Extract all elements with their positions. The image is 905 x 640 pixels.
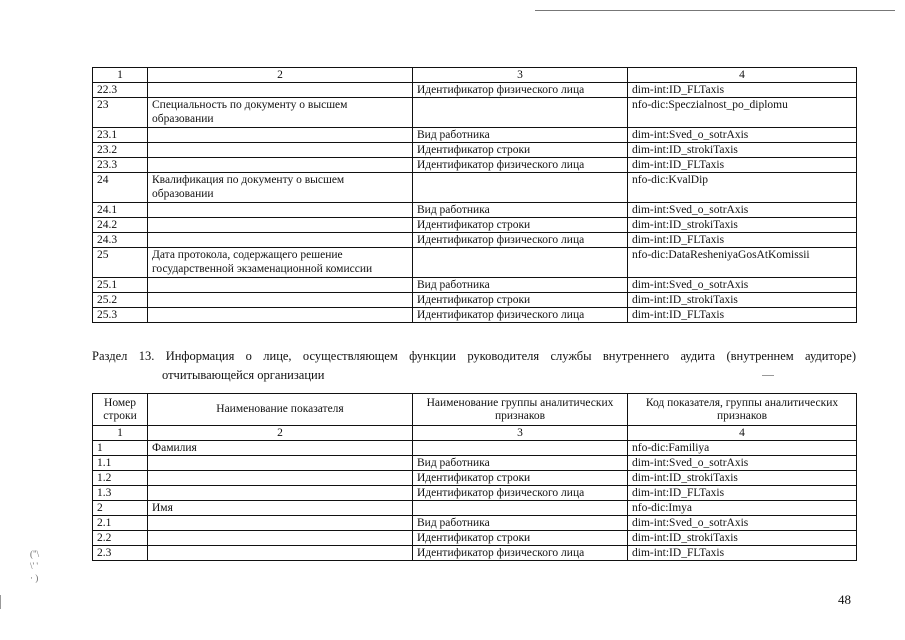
table-cell xyxy=(148,158,413,173)
table-row xyxy=(93,248,857,278)
table-cell: Вид работника xyxy=(413,203,628,218)
table-cell: 23.3 xyxy=(93,158,148,173)
table2-header-cell: 2 xyxy=(148,426,413,441)
table-cell: 23 xyxy=(93,98,148,128)
table-row xyxy=(93,128,857,143)
table-cell: Идентификатор физического лица xyxy=(413,158,628,173)
table-cell: dim-int:Sved_o_sotrAxis xyxy=(628,278,857,293)
section-title: Раздел 13. Информация о лице, осуществляющем функции руководителя службы внутреннего аудита (внутреннем аудиторе) xyxy=(92,349,856,363)
table-cell: Идентификатор физического лица xyxy=(413,233,628,248)
table-cell: 23.2 xyxy=(93,143,148,158)
table-cell xyxy=(148,531,413,546)
table-cell: Идентификатор строки xyxy=(413,293,628,308)
table-row xyxy=(93,501,857,516)
margin-dash xyxy=(762,375,774,376)
table1-header-cell: 4 xyxy=(628,68,857,83)
table-cell: dim-int:Sved_o_sotrAxis xyxy=(628,203,857,218)
table2-header-cell: 1 xyxy=(93,426,148,441)
table-cell: Вид работника xyxy=(413,456,628,471)
table-cell: dim-int:ID_FLTaxis xyxy=(628,158,857,173)
table-cell: 2 xyxy=(93,501,148,516)
table-cell xyxy=(148,83,413,98)
table-cell xyxy=(413,173,628,203)
table-cell: Специальность по документу о высшем образовании xyxy=(148,98,413,128)
table-cell xyxy=(148,293,413,308)
table-cell: 25.3 xyxy=(93,308,148,323)
table-cell: nfo-dic:Familiya xyxy=(628,441,857,456)
column-title-row-number: Номер строки xyxy=(93,394,148,426)
table-cell: 24.3 xyxy=(93,233,148,248)
table-cell: 25 xyxy=(93,248,148,278)
table-cell: 22.3 xyxy=(93,83,148,98)
table2-body xyxy=(93,394,857,561)
table-cell: dim-int:Sved_o_sotrAxis xyxy=(628,456,857,471)
table-cell xyxy=(148,308,413,323)
table-cell: Идентификатор строки xyxy=(413,471,628,486)
table-cell: dim-int:ID_strokiTaxis xyxy=(628,471,857,486)
table-cell xyxy=(148,278,413,293)
table-indicators-part xyxy=(92,67,857,323)
table-cell: Вид работника xyxy=(413,128,628,143)
table-cell: Фамилия xyxy=(148,441,413,456)
table-cell: 25.1 xyxy=(93,278,148,293)
table-cell: dim-int:ID_strokiTaxis xyxy=(628,143,857,158)
table-cell xyxy=(148,218,413,233)
table-row xyxy=(93,293,857,308)
table2-header-cell: 3 xyxy=(413,426,628,441)
table1-header-cell: 2 xyxy=(148,68,413,83)
page-number: 48 xyxy=(838,592,851,607)
table-row xyxy=(93,143,857,158)
top-rule xyxy=(535,10,895,11)
table-cell: Идентификатор физического лица xyxy=(413,83,628,98)
table-cell: Идентификатор строки xyxy=(413,531,628,546)
table-cell: Идентификатор физического лица xyxy=(413,308,628,323)
table2-title-row xyxy=(93,394,857,426)
table-cell xyxy=(148,233,413,248)
column-title-indicator-name: Наименование показателя xyxy=(148,394,413,426)
table-row xyxy=(93,471,857,486)
table1-header-cell: 1 xyxy=(93,68,148,83)
table-cell: 1.1 xyxy=(93,456,148,471)
table-row xyxy=(93,83,857,98)
table-cell: dim-int:ID_FLTaxis xyxy=(628,546,857,561)
table1-header-row xyxy=(93,68,857,83)
table-cell: dim-int:ID_FLTaxis xyxy=(628,233,857,248)
table-row xyxy=(93,308,857,323)
table-row xyxy=(93,98,857,128)
table-cell: 2.2 xyxy=(93,531,148,546)
margin-marks: ("\ \' ' · ) xyxy=(30,549,40,583)
column-title-code: Код показателя, группы аналитических признаков xyxy=(628,394,857,426)
table-cell xyxy=(148,456,413,471)
table-cell: 1.3 xyxy=(93,486,148,501)
table-cell: dim-int:ID_strokiTaxis xyxy=(628,218,857,233)
table-row xyxy=(93,441,857,456)
table-row xyxy=(93,158,857,173)
table-cell: 25.2 xyxy=(93,293,148,308)
table-row xyxy=(93,531,857,546)
table2-header-cell: 4 xyxy=(628,426,857,441)
table-row xyxy=(93,456,857,471)
table-cell: nfo-dic:DataResheniyaGosAtKomissii xyxy=(628,248,857,278)
table-cell xyxy=(413,248,628,278)
table-cell xyxy=(148,486,413,501)
table-row xyxy=(93,546,857,561)
table1-header-cell: 3 xyxy=(413,68,628,83)
table-section-13 xyxy=(92,393,857,561)
table-cell xyxy=(148,546,413,561)
section-title-continuation: отчитывающейся организации xyxy=(162,368,325,382)
table-cell: 24.2 xyxy=(93,218,148,233)
table-cell: Вид работника xyxy=(413,278,628,293)
table-cell: 2.3 xyxy=(93,546,148,561)
table-cell: nfo-dic:Imya xyxy=(628,501,857,516)
table-row xyxy=(93,233,857,248)
table-cell: dim-int:ID_FLTaxis xyxy=(628,83,857,98)
table-row xyxy=(93,516,857,531)
table-cell: Дата протокола, содержащего решение государственной экзаменационной комиссии xyxy=(148,248,413,278)
table-cell: Имя xyxy=(148,501,413,516)
table-row xyxy=(93,173,857,203)
table1-body xyxy=(93,68,857,323)
table-cell: 1.2 xyxy=(93,471,148,486)
table-cell: Идентификатор физического лица xyxy=(413,546,628,561)
table-row xyxy=(93,278,857,293)
table-cell xyxy=(413,98,628,128)
table-cell xyxy=(148,128,413,143)
table2-header-row xyxy=(93,426,857,441)
table-cell: dim-int:ID_FLTaxis xyxy=(628,486,857,501)
table-cell: 1 xyxy=(93,441,148,456)
table-cell: Идентификатор физического лица xyxy=(413,486,628,501)
table-cell: 23.1 xyxy=(93,128,148,143)
table-cell: nfo-dic:KvalDip xyxy=(628,173,857,203)
table-cell: Квалификация по документу о высшем образовании xyxy=(148,173,413,203)
table-cell: Вид работника xyxy=(413,516,628,531)
table-cell xyxy=(148,203,413,218)
table-row xyxy=(93,486,857,501)
table-cell: dim-int:Sved_o_sotrAxis xyxy=(628,128,857,143)
table-cell: 24 xyxy=(93,173,148,203)
table-row xyxy=(93,218,857,233)
table-cell: dim-int:ID_FLTaxis xyxy=(628,308,857,323)
table-cell xyxy=(148,516,413,531)
column-title-analytic-group: Наименование группы аналитических признаков xyxy=(413,394,628,426)
table-cell: 24.1 xyxy=(93,203,148,218)
table-cell xyxy=(413,501,628,516)
table-cell: dim-int:Sved_o_sotrAxis xyxy=(628,516,857,531)
table-cell: Идентификатор строки xyxy=(413,218,628,233)
table-cell xyxy=(148,143,413,158)
left-rule xyxy=(0,595,1,609)
table-cell: dim-int:ID_strokiTaxis xyxy=(628,531,857,546)
table-cell: nfo-dic:Speczialnost_po_diplomu xyxy=(628,98,857,128)
table-row xyxy=(93,203,857,218)
table-cell: dim-int:ID_strokiTaxis xyxy=(628,293,857,308)
table-cell: 2.1 xyxy=(93,516,148,531)
table-cell xyxy=(413,441,628,456)
table-cell: Идентификатор строки xyxy=(413,143,628,158)
table-cell xyxy=(148,471,413,486)
